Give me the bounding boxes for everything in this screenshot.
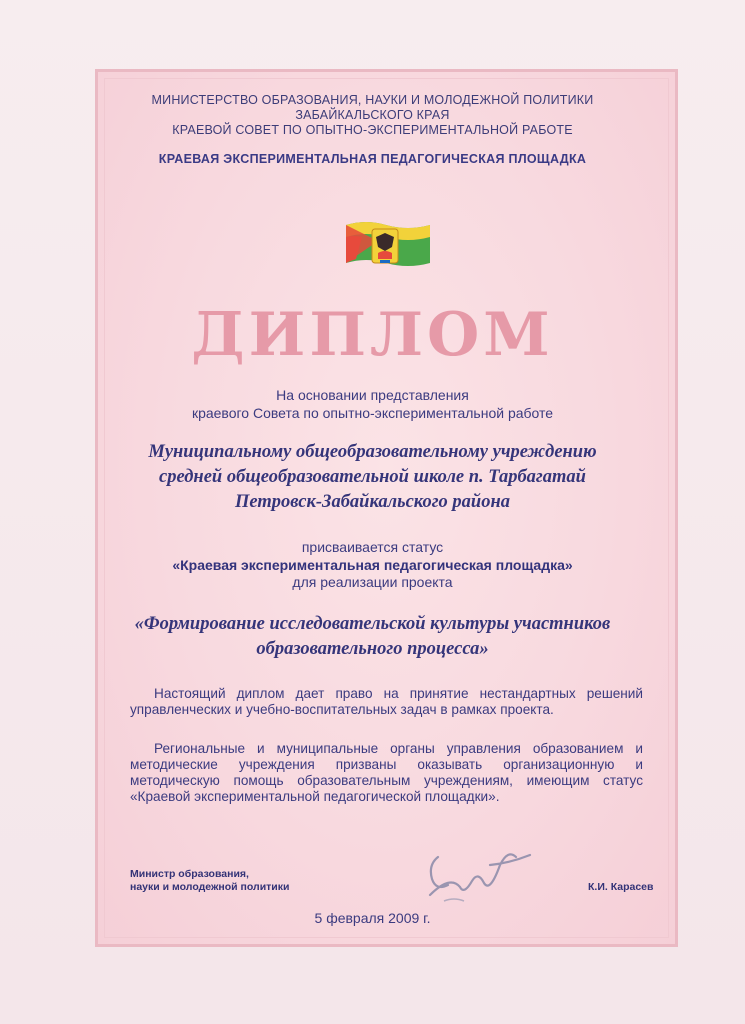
handwritten-signature [420,835,540,910]
signatory-name: К.И. Карасев [588,881,654,893]
signatory-position-line1: Министр образования, [130,868,249,880]
recipient-line1: Муниципальному общеобразовательному учреждению [148,442,597,462]
basis-line1: На основании представления [276,387,469,403]
status-intro: присваивается статус [301,539,444,555]
ministry-name-line2: ЗАБАЙКАЛЬСКОГО КРАЯ [295,108,450,122]
signatory-position-line2: науки и молодежной политики [130,881,290,893]
recipient-line3: Петровск-Забайкальского района [235,492,510,512]
council-name: КРАЕВОЙ СОВЕТ ПО ОПЫТНО-ЭКСПЕРИМЕНТАЛЬНОЙ РАБОТЕ [172,123,573,137]
signatory-position [130,868,289,894]
basis-line2: краевого Совета по опытно-экспериментальной работе [191,405,554,421]
status-name: «Краевая экспериментальная педагогическая площадка» [172,557,573,573]
project-line2: образовательного процесса» [256,639,489,659]
support-paragraph: Региональные и муниципальные органы управления образованием и методические учреждения призваны оказывать организационную и методическую помощь образовательным учреждениям, имеющим статус «Краевой экспериментальной педагогической площадки». [130,741,643,804]
project-line1: «Формирование исследовательской культуры участников [134,614,611,634]
document-title: ДИПЛОМ [191,300,554,370]
issue-date: 5 февраля 2009 г. [314,910,431,926]
rights-paragraph: Настоящий диплом дает право на принятие нестандартных решений управленческих и учебно-воспитательных задач в рамках проекта. [130,686,643,717]
recipient-line2: средней общеобразовательной школе п. Тарбагатай [159,467,586,487]
status-purpose: для реализации проекта [292,574,453,590]
zabaykalsky-flag-emblem-icon [342,217,434,277]
platform-heading: КРАЕВАЯ ЭКСПЕРИМЕНТАЛЬНАЯ ПЕДАГОГИЧЕСКАЯ ПЛОЩАДКА [158,152,587,166]
ministry-name-line1: МИНИСТЕРСТВО ОБРАЗОВАНИЯ, НАУКИ И МОЛОДЕЖНОЙ ПОЛИТИКИ [151,93,594,107]
